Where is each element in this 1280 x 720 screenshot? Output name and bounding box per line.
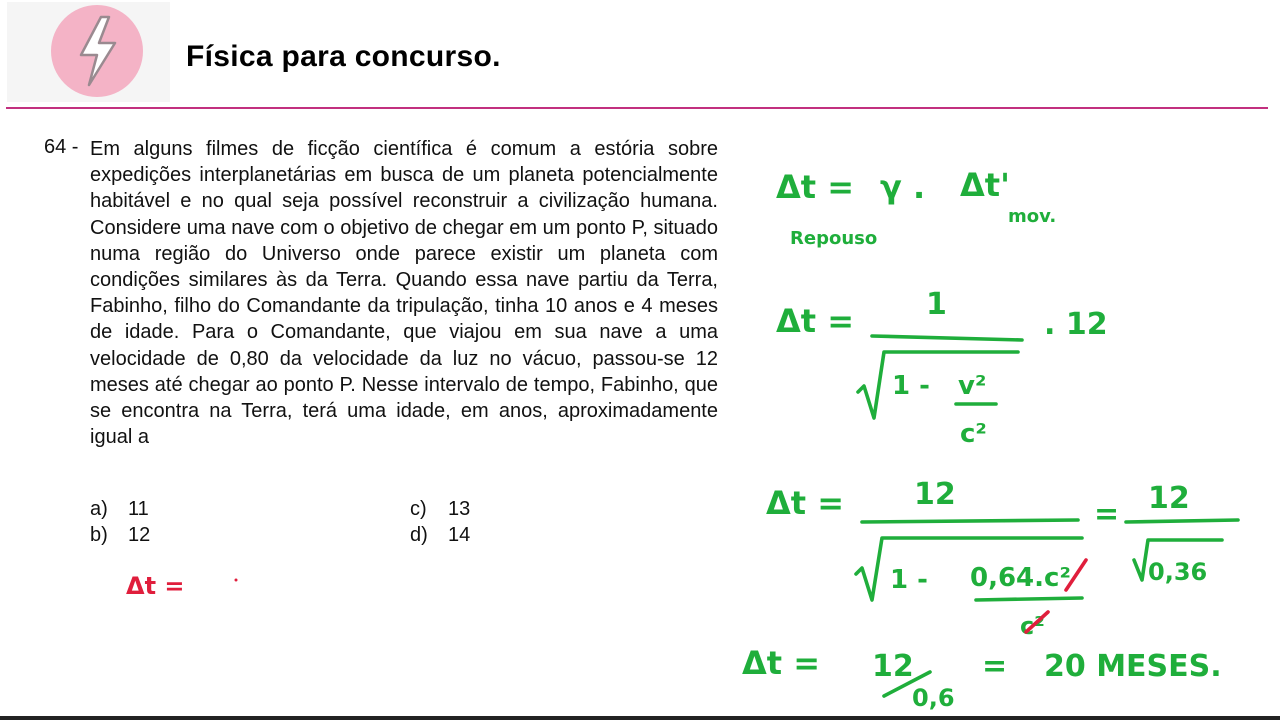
line4-equals: = — [982, 649, 1008, 684]
question-number: 64 - — [44, 136, 79, 158]
line3-numerator-2: 12 — [1148, 481, 1190, 516]
line4-result: 20 MESES. — [1044, 649, 1222, 684]
line2-root-sign — [858, 352, 1018, 418]
line3-numerator: 12 — [914, 477, 956, 512]
option-label: c) — [410, 498, 427, 520]
bottom-border — [0, 716, 1280, 720]
line3-lhs: Δt = — [766, 484, 845, 522]
line1-delta-t-prime: Δt' — [960, 166, 1010, 204]
red-dot — [235, 579, 238, 582]
question-text: Em alguns filmes de ficção científica é comum a estória sobre expedições interplanetárias em busca de um planeta potencialmente habitável e no qual seja possível reconstruir a civilização humana. Considere uma nave com o objetivo de chegar em um ponto P, situado numa região do Universo onde parece existir um planeta com condições similares às da Terra. Quando essa nave partiu da Terra, Fabinho, filho do Comandante da tripulação, tinha 10 anos e 4 meses de idade. Para o Comandante, que viajou em sua nave a uma velocidade de 0,80 da velocidade da luz no vácuo, passou-se 12 meses até chegar ao ponto P. Nesse intervalo de tempo, Fabinho, que se encontra na Terra, terá uma idade, em anos, aproximadamente igual a — [90, 138, 718, 449]
option-label: d) — [410, 524, 428, 546]
line1-sub-mov: mov. — [1008, 206, 1057, 227]
option-value: 12 — [128, 524, 151, 546]
line2-numerator: 1 — [926, 287, 947, 322]
line1-lhs: Δt = — [776, 168, 855, 206]
line2-fraction-bar — [872, 336, 1022, 340]
line3-frac-den: c² — [1020, 612, 1045, 640]
line3-frac-num: 0,64.c² — [970, 563, 1071, 593]
line4-numerator: 12 — [872, 649, 914, 684]
line3-one-minus: 1 - — [890, 565, 928, 595]
line2-lhs: Δt = — [776, 302, 855, 340]
line2-times-12: . 12 — [1044, 307, 1108, 342]
red-delta-t-note: Δt = — [126, 572, 185, 600]
page-title: Física para concurso. — [186, 40, 501, 73]
line2-v-squared: v² — [958, 371, 987, 401]
line4-denominator: 0,6 — [912, 684, 955, 712]
line1-sub-repouso: Repouso — [790, 228, 878, 249]
option-label: b) — [90, 524, 108, 546]
line3-inner-bar — [976, 598, 1082, 600]
line1-gamma: γ . — [880, 168, 926, 206]
option-label: a) — [90, 498, 108, 520]
line2-c-squared: c² — [960, 419, 987, 449]
line3-fraction-bar-2 — [1126, 520, 1238, 522]
option-value: 14 — [448, 524, 471, 546]
line3-root-value: 0,36 — [1148, 558, 1208, 586]
line2-one-minus: 1 - — [892, 371, 930, 401]
line3-fraction-bar — [862, 520, 1078, 522]
line4-lhs: Δt = — [742, 644, 821, 682]
option-value: 13 — [448, 498, 471, 520]
option-value: 11 — [128, 498, 149, 520]
line3-equals: = — [1094, 497, 1120, 532]
